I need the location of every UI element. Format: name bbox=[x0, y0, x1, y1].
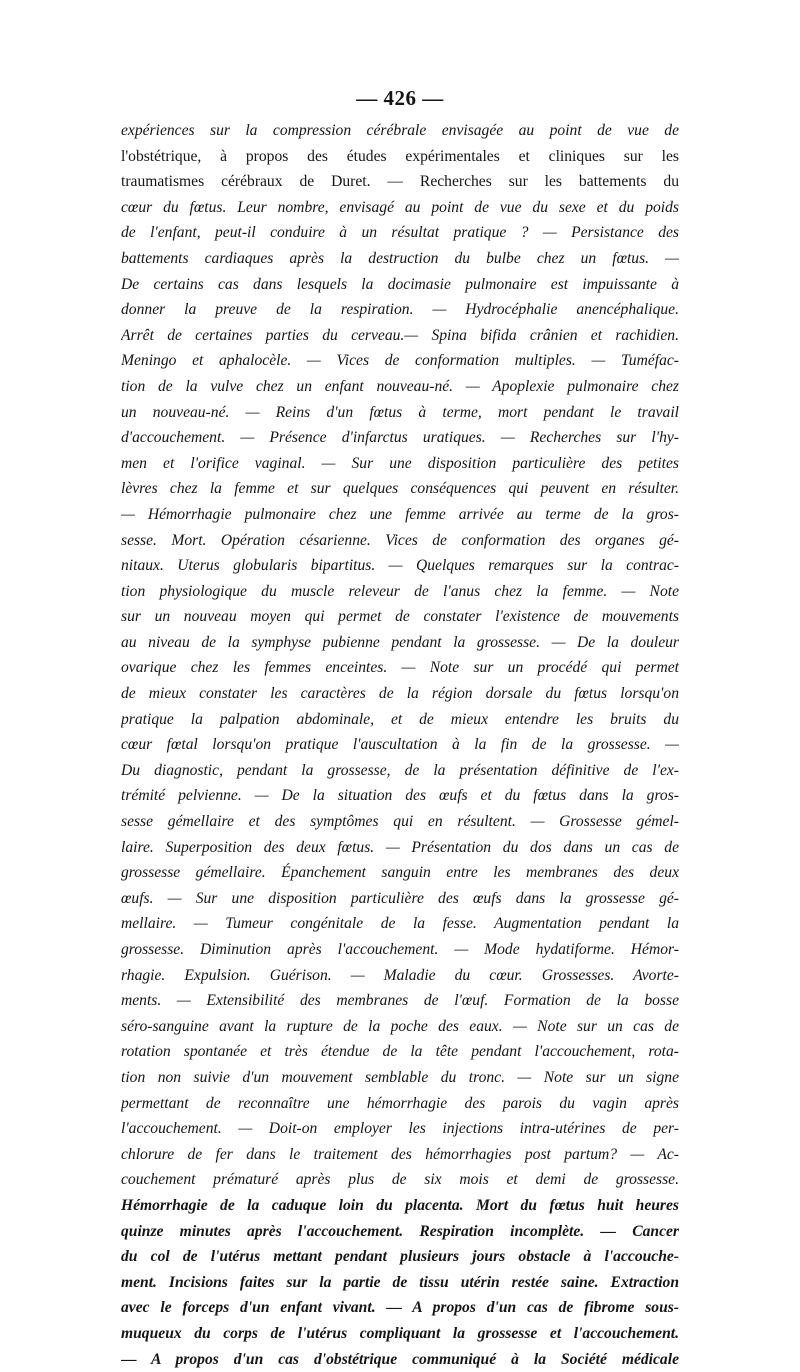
body-text bbox=[121, 118, 679, 1372]
text-line: l'obstétrique, à propos des études expérimentales et cliniques sur les bbox=[121, 144, 679, 170]
text-line: tion de la vulve chez un enfant nouveau-né. — Apoplexie pulmonaire chez bbox=[121, 374, 679, 400]
text-line: laire. Superposition des deux fœtus. — Présentation du dos dans un cas de bbox=[121, 835, 679, 861]
text-line: expériences sur la compression cérébrale envisagée au point de vue de bbox=[121, 118, 679, 144]
text-line: avec le forceps d'un enfant vivant. — A propos d'un cas de fibrome sous- bbox=[121, 1295, 679, 1321]
text-line: trémité pelvienne. — De la situation des œufs et du fœtus dans la gros- bbox=[121, 783, 679, 809]
text-line: d'accouchement. — Présence d'infarctus uratiques. — Recherches sur l'hy- bbox=[121, 425, 679, 451]
text-line: donner la preuve de la respiration. — Hydrocéphalie anencéphalique. bbox=[121, 297, 679, 323]
text-line: ments. — Extensibilité des membranes de l'œuf. Formation de la bosse bbox=[121, 988, 679, 1014]
text-line: De certains cas dans lesquels la docimasie pulmonaire est impuissante à bbox=[121, 272, 679, 298]
text-line: Meningo et aphalocèle. — Vices de conformation multiples. — Tuméfac- bbox=[121, 348, 679, 374]
text-line: du col de l'utérus mettant pendant plusieurs jours obstacle à l'accouche- bbox=[121, 1244, 679, 1270]
text-line: de l'enfant, peut-il conduire à un résultat pratique ? — Persistance des bbox=[121, 220, 679, 246]
text-line: men et l'orifice vaginal. — Sur une disposition particulière des petites bbox=[121, 451, 679, 477]
text-line: pratique la palpation abdominale, et de mieux entendre les bruits du bbox=[121, 707, 679, 733]
text-line: battements cardiaques après la destruction du bulbe chez un fœtus. — bbox=[121, 246, 679, 272]
text-line: grossesse gémellaire. Épanchement sanguin entre les membranes des deux bbox=[121, 860, 679, 886]
text-line: — Hémorrhagie pulmonaire chez une femme arrivée au terme de la gros- bbox=[121, 502, 679, 528]
text-line: couchement prématuré après plus de six mois et demi de grossesse. bbox=[121, 1167, 679, 1193]
text-line: l'accouchement. — Doit-on employer les injections intra-utérines de per- bbox=[121, 1116, 679, 1142]
text-line: un nouveau-né. — Reins d'un fœtus à terme, mort pendant le travail bbox=[121, 400, 679, 426]
text-line: ment. Incisions faites sur la partie de tissu utérin restée saine. Extraction bbox=[121, 1270, 679, 1296]
text-line: traumatismes cérébraux de Duret. — Recherches sur les battements du bbox=[121, 169, 679, 195]
text-line: lèvres chez la femme et sur quelques conséquences qui peuvent en résulter. bbox=[121, 476, 679, 502]
text-line: séro-sanguine avant la rupture de la poche des eaux. — Note sur un cas de bbox=[121, 1014, 679, 1040]
text-line: au niveau de la symphyse pubienne pendant la grossesse. — De la douleur bbox=[121, 630, 679, 656]
text-line: Arrêt de certaines parties du cerveau.— Spina bifida crânien et rachidien. bbox=[121, 323, 679, 349]
text-line: sur un nouveau moyen qui permet de constater l'existence de mouvements bbox=[121, 604, 679, 630]
text-line: rotation spontanée et très étendue de la tête pendant l'accouchement, rota- bbox=[121, 1039, 679, 1065]
page-number: — 426 — bbox=[0, 86, 800, 111]
text-line: tion non suivie d'un mouvement semblable du tronc. — Note sur un signe bbox=[121, 1065, 679, 1091]
text-line: Du diagnostic, pendant la grossesse, de la présentation définitive de l'ex- bbox=[121, 758, 679, 784]
text-line: grossesse. Diminution après l'accouchement. — Mode hydatiforme. Hémor- bbox=[121, 937, 679, 963]
text-line: Hémorrhagie de la caduque loin du placenta. Mort du fœtus huit heures bbox=[121, 1193, 679, 1219]
text-line: chlorure de fer dans le traitement des hémorrhagies post partum? — Ac- bbox=[121, 1142, 679, 1168]
text-line: ovarique chez les femmes enceintes. — Note sur un procédé qui permet bbox=[121, 655, 679, 681]
text-line: muqueux du corps de l'utérus compliquant la grossesse et l'accouchement. bbox=[121, 1321, 679, 1347]
text-line: mellaire. — Tumeur congénitale de la fesse. Augmentation pendant la bbox=[121, 911, 679, 937]
text-line: rhagie. Expulsion. Guérison. — Maladie du cœur. Grossesses. Avorte- bbox=[121, 963, 679, 989]
text-line: permettant de reconnaître une hémorrhagie des parois du vagin après bbox=[121, 1091, 679, 1117]
text-line: nitaux. Uterus globularis bipartitus. — Quelques remarques sur la contrac- bbox=[121, 553, 679, 579]
text-line: cœur du fœtus. Leur nombre, envisagé au point de vue du sexe et du poids bbox=[121, 195, 679, 221]
text-line: de mieux constater les caractères de la région dorsale du fœtus lorsqu'on bbox=[121, 681, 679, 707]
text-line: sesse gémellaire et des symptômes qui en résultent. — Grossesse gémel- bbox=[121, 809, 679, 835]
text-line: œufs. — Sur une disposition particulière des œufs dans la grossesse gé- bbox=[121, 886, 679, 912]
text-line: — A propos d'un cas d'obstétrique communiqué à la Société médicale bbox=[121, 1347, 679, 1372]
text-line: tion physiologique du muscle releveur de l'anus chez la femme. — Note bbox=[121, 579, 679, 605]
text-line: sesse. Mort. Opération césarienne. Vices de conformation des organes gé- bbox=[121, 528, 679, 554]
text-line: cœur fœtal lorsqu'on pratique l'auscultation à la fin de la grossesse. — bbox=[121, 732, 679, 758]
text-line: quinze minutes après l'accouchement. Respiration incomplète. — Cancer bbox=[121, 1219, 679, 1245]
